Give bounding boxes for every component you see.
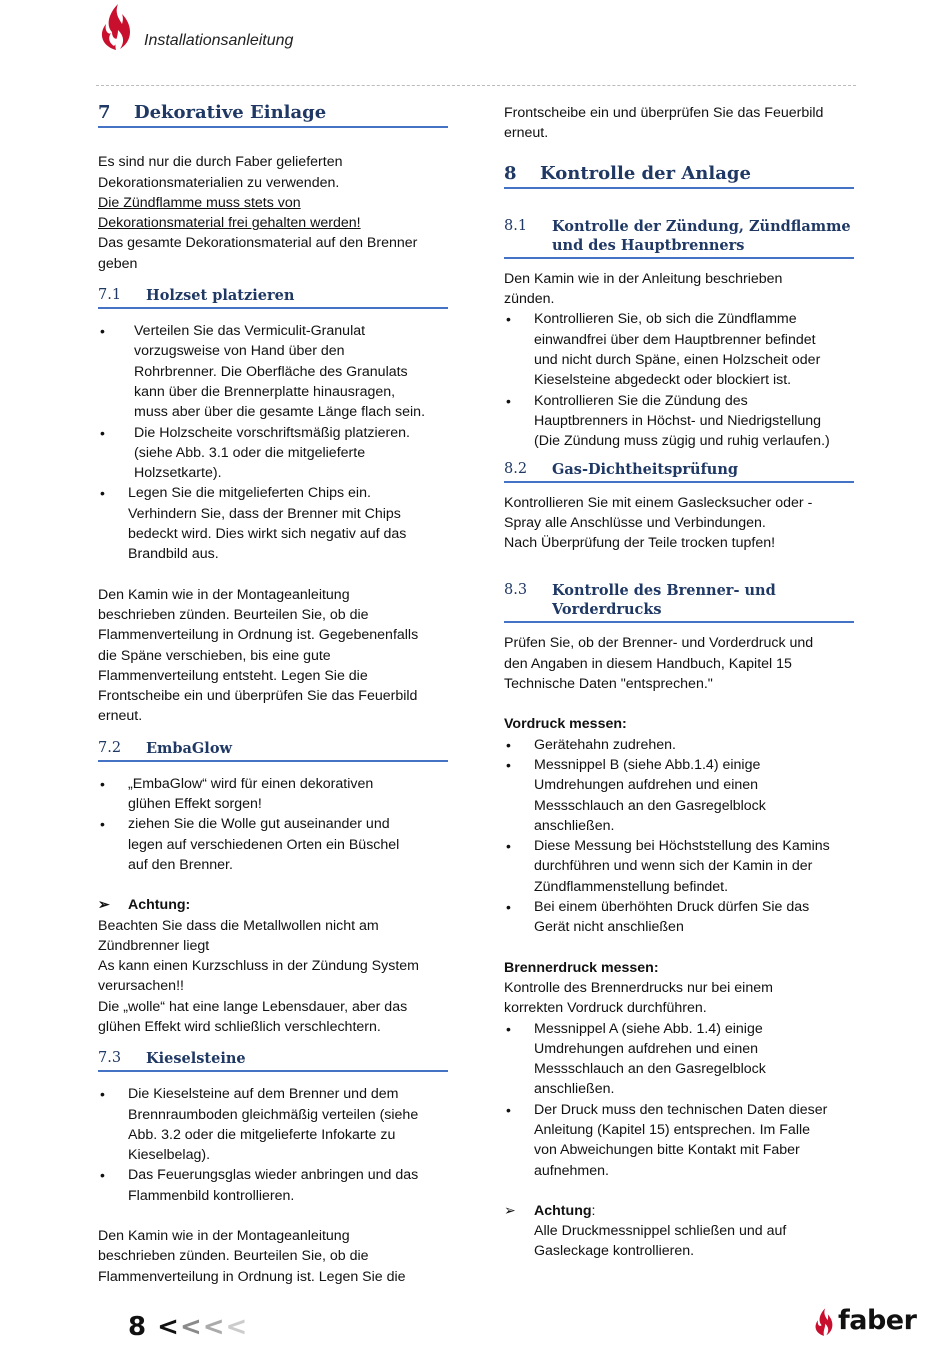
achtung-right-label: ➢ Achtung: (504, 1201, 854, 1221)
arrow-icon: ➢ (98, 897, 110, 914)
section-7-2-heading: 7.2 EmbaGlow (98, 739, 448, 762)
achtung-right-text: Alle Druckmessnippel schließen und auf Gasleckage kontrollieren. (534, 1223, 787, 1260)
brennerdruck-text: Kontrolle des Brennerdrucks nur bei einem korrekten Vordruck durchführen. (504, 979, 773, 1017)
faber-flame-small-icon (812, 1304, 836, 1340)
list-item: • Die Kieselsteine auf dem Brenner und dem Brennraumboden gleichmäßig verteilen (siehe Abb. 3.2 oder die mitgelieferte Infokarte zu Kieselbelag). (98, 1084, 448, 1165)
chevron-left-icon: < (157, 1312, 180, 1342)
chevron-left-icon: < (202, 1312, 226, 1342)
list-item: • Die Holzscheite vorschriftsmäßig platzieren. (siehe Abb. 3.1 oder die mitgelieferte Holzsetkarte). (98, 423, 448, 484)
section-8-3-heading: 8.3 Kontrolle des Brenner- und Vorderdrucks (504, 581, 854, 623)
list-item: • Legen Sie die mitgelieferten Chips ein. Verhindern Sie, dass der Brenner mit Chips bedeckt wird. Dies wirkt sich negativ auf das Brandbild aus. (98, 483, 448, 564)
header-title: Installationsanleitung (144, 32, 294, 49)
druck-text: Prüfen Sie, ob der Brenner- und Vorderdruck und den Angaben in diesem Handbuch, Kapitel 15 Technische Daten "entsprechen." (504, 635, 814, 693)
kieselsteine-list (98, 1084, 448, 1206)
list-item: • Diese Messung bei Höchststellung des Kamins durchführen und wenn sich der Kamin in der Zündflammenstellung befindet. (504, 836, 854, 897)
achtung-label: ➢ Achtung: (98, 895, 448, 915)
page-header (96, 0, 856, 88)
list-item: • „EmbaGlow“ wird für einen dekorativen glühen Effekt sorgen! (98, 774, 448, 815)
left-column (98, 100, 448, 1287)
list-item: • ziehen Sie die Wolle gut auseinander und legen auf verschiedenen Orten ein Büschel auf den Brenner. (98, 814, 448, 875)
list-item: • Kontrollieren Sie die Zündung des Hauptbrenners in Höchst- und Niedrigstellung (Die Zündung muss zügig und ruhig verlaufen.) (504, 391, 854, 452)
arrow-icon: ➢ (504, 1202, 516, 1219)
continued-text: Frontscheibe ein und überprüfen Sie das Feuerbild erneut. (504, 105, 824, 142)
right-column (504, 103, 854, 1262)
zuendung-text: Den Kamin wie in der Anleitung beschrieben zünden. (504, 270, 783, 308)
achtung-text: Beachten Sie dass die Metallwollen nicht am Zündbrenner liegt As kann einen Kurzschluss in der Zündung System verursachen!! Die „wolle“ hat eine lange Lebensdauer, aber das glühen Effekt wird schließlich verschlechtern. (98, 917, 419, 1035)
section-7-1-heading: 7.1 Holzset platzieren (98, 286, 448, 309)
holzset-paragraph: Den Kamin wie in der Montageanleitung beschrieben zünden. Beurteilen Sie, ob die Flammenverteilung in Ordnung ist. Gegebenenfalls die Späne verschieben, bis eine gute Flammenverteilung entsteht. Legen Sie die Frontscheibe ein und überprüfen Sie das Feuerbild erneut. (98, 586, 419, 725)
embaglow-list (98, 774, 448, 875)
intro-text: Es sind nur die durch Faber gelieferten Dekorationsmaterialien zu verwenden. Die Zündflamme muss stets von Dekorationsmaterial frei gehalten werden! Das gesamte Dekorationsmaterial auf den Brenner geben (98, 154, 418, 272)
list-item: • Das Feuerungsglas wieder anbringen und das Flammenbild kontrollieren. (98, 1165, 448, 1206)
section-8-2-heading: 8.2 Gas-Dichtheitsprüfung (504, 460, 854, 483)
list-item: • Verteilen Sie das Vermiculit-Granulat vorzugsweise von Hand über den Rohrbrenner. Die Oberfläche des Granulats kann über die Brennerplatte hinausragen, muss aber über die gesamte Länge flach sein. (98, 321, 448, 422)
section-7-heading: 7 Dekorative Einlage (98, 103, 448, 128)
list-item: • Kontrollieren Sie, ob sich die Zündflamme einwandfrei über dem Hauptbrenner befindet und nicht durch Späne, einen Holzscheit oder Kieselsteine abgedeckt oder blockiert ist. (504, 309, 854, 390)
kieselsteine-paragraph: Den Kamin wie in der Montageanleitung beschrieben zünden. Beurteilen Sie, ob die Flammenverteilung in Ordnung ist. Legen Sie die (98, 1228, 406, 1285)
dichtheit-text: Kontrollieren Sie mit einem Gaslecksucher oder - Spray alle Anschlüsse und Verbindungen. Nach Überprüfung der Teile trocken tupfen! (504, 494, 813, 552)
list-item: • Messnippel A (siehe Abb. 1.4) einige Umdrehungen aufdrehen und einen Messschlauch an den Gasregelblock anschließen. (504, 1019, 854, 1100)
zuendung-list (504, 309, 854, 451)
chevron-left-icon: < (179, 1312, 203, 1342)
faber-flame-icon (96, 2, 136, 52)
faber-logo: faber (812, 1302, 912, 1342)
section-8-heading: 8 Kontrolle der Anlage (504, 164, 854, 189)
list-item: • Gerätehahn zudrehen. (504, 735, 854, 755)
vordruck-label: Vordruck messen: (504, 716, 627, 733)
section-7-3-heading: 7.3 Kieselsteine (98, 1049, 448, 1072)
brennerdruck-label: Brennerdruck messen: (504, 959, 659, 976)
list-item: • Der Druck muss den technischen Daten dieser Anleitung (Kapitel 15) entsprechen. Im Falle von Abweichungen bitte Kontakt mit Faber aufnehmen. (504, 1100, 854, 1181)
vordruck-list (504, 735, 854, 938)
page-number: 8 <<<< (128, 1312, 249, 1342)
brennerdruck-list (504, 1019, 854, 1181)
list-item: • Bei einem überhöhten Druck dürfen Sie das Gerät nicht anschließen (504, 897, 854, 938)
section-8-1-heading: 8.1 Kontrolle der Zündung, Zündflamme und des Hauptbrenners (504, 217, 854, 259)
list-item: • Messnippel B (siehe Abb.1.4) einige Umdrehungen aufdrehen und einen Messschlauch an den Gasregelblock anschließen. (504, 755, 854, 836)
header-divider (96, 85, 856, 86)
holzset-list (98, 321, 448, 565)
chevron-left-icon: < (225, 1312, 249, 1342)
